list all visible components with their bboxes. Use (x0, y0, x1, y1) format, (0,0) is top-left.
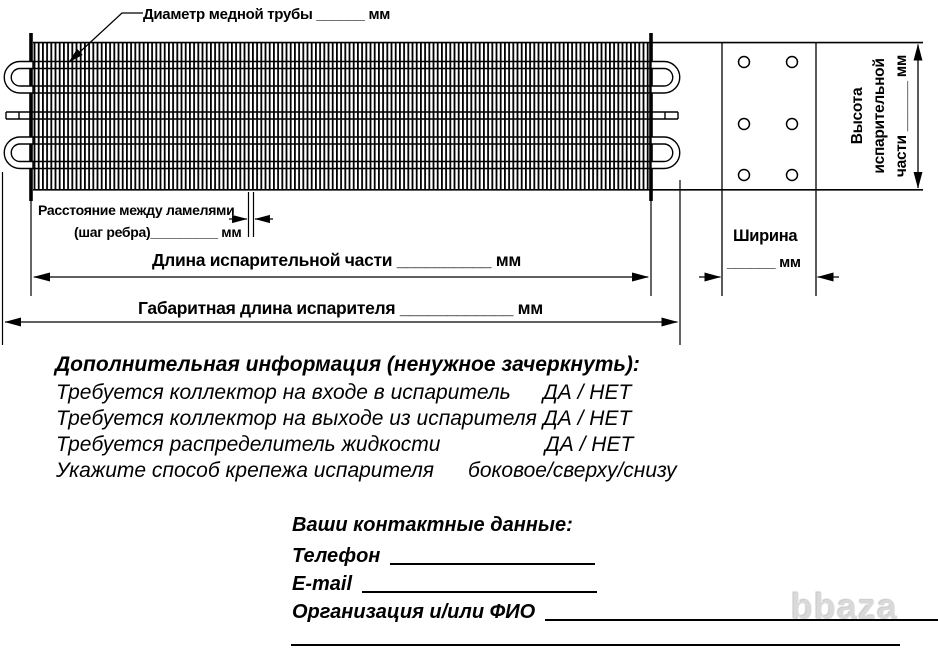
mounting-hole (787, 170, 798, 181)
height-label-line2: испарительной (871, 58, 888, 174)
fin-pitch-extension-lines (249, 192, 254, 237)
info-row-option: боковое/сверху/снизу (468, 459, 677, 482)
fin-spacing-label-line1: Расстояние между ламелями (38, 202, 235, 218)
email-label: E-mail (292, 573, 353, 595)
info-row-label: Требуется распределитель жидкости (56, 433, 441, 456)
email-blank-line (362, 577, 597, 593)
height-label-line3: части ______ мм (893, 54, 910, 178)
info-row-option: ДА / НЕТ (543, 381, 632, 404)
tube-ubend-left-bottom (4, 137, 33, 169)
organization-blank-line (545, 605, 938, 621)
height-label-line1: Высота (849, 87, 866, 145)
phone-blank-line (390, 549, 595, 565)
organization-row (292, 601, 938, 624)
tube-ubend-right-bottom (651, 137, 680, 169)
width-label: Ширина (733, 227, 798, 245)
mounting-hole (739, 57, 750, 68)
width-blank: ______ мм (727, 254, 801, 271)
info-row-label: Требуется коллектор на выходе из испарителя (56, 407, 537, 430)
mounting-hole (787, 119, 798, 130)
fin-spacing-label-line2: (шаг ребра)_________ мм (74, 224, 242, 240)
contacts-heading: Ваши контактные данные: (292, 514, 573, 536)
tube-ubend-right-top (651, 62, 680, 94)
info-row-label: Укажите способ крепежа испарителя (56, 459, 435, 482)
mounting-hole (787, 57, 798, 68)
watermark: bbaza (791, 586, 899, 627)
organization-blank-line-continuation (291, 644, 900, 646)
info-row-option: ДА / НЕТ (545, 433, 634, 456)
info-row-option: ДА / НЕТ (543, 407, 632, 430)
phone-row (292, 545, 595, 568)
info-row-label: Требуется коллектор на входе в испаритель (56, 381, 511, 404)
phone-label: Телефон (292, 545, 381, 567)
mounting-hole (739, 119, 750, 130)
evaporator-length-label: Длина испарительной части __________ мм (152, 250, 522, 270)
tube-ubend-left-top (4, 62, 33, 94)
mounting-holes (739, 57, 798, 181)
email-row (292, 573, 597, 596)
tube-diameter-label: Диаметр медной трубы ______ мм (143, 6, 391, 23)
organization-label: Организация и/или ФИО (292, 601, 536, 623)
additional-info-heading: Дополнительная информация (ненужное зачеркнуть): (55, 353, 640, 376)
mounting-hole (739, 170, 750, 181)
overall-length-label: Габаритная длина испарителя ____________ мм (138, 298, 543, 318)
